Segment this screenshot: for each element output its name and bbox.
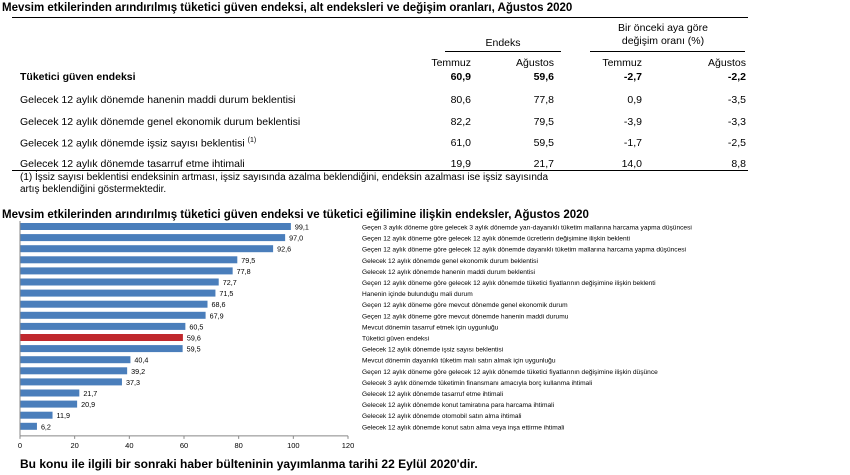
table-cell-aug-change: -3,3 [727, 116, 746, 128]
x-tick-label: 0 [17, 440, 23, 450]
category-label: Hanenin içinde bulunduğu mali durum [362, 291, 473, 299]
table-cell-jul: 80,6 [450, 94, 471, 106]
table-cell-jul: 60,9 [450, 71, 471, 83]
table-cell-aug: 59,5 [533, 137, 554, 149]
bar-highlight [20, 334, 183, 341]
table-cell-jul-change: -1,7 [623, 137, 642, 149]
category-label: Geçen 12 aylık döneme göre mevcut dönemde genel ekonomik durum [362, 302, 568, 310]
bar [20, 423, 37, 430]
bar-value-label: 11,9 [56, 411, 70, 421]
table-cell-aug-change: -2,2 [727, 71, 746, 83]
bar [20, 223, 291, 230]
table-row-label [20, 137, 256, 150]
table-cell-aug-change: 8,8 [731, 158, 746, 170]
col-header-jul-change: Temmuz [602, 57, 642, 69]
x-tick-label: 20 [70, 440, 79, 450]
chart-title: Mevsim etkilerinden arındırılmış tüketici güven endeksi ve tüketici eğilimine ilişkin endeksler, Ağustos 2020 [2, 209, 589, 221]
bar [20, 390, 79, 397]
bar-value-label: 97,0 [289, 233, 304, 243]
category-label: Geçen 12 aylık döneme göre gelecek 12 aylık dönemde ücretlerin değişimine ilişkin beklenti [362, 235, 630, 243]
category-label: Gelecek 12 aylık dönemde konut satın alma veya inşa ettirme ihtimali [362, 424, 565, 432]
bar-value-label: 60,5 [189, 322, 204, 332]
table-cell-jul-change: 14,0 [621, 158, 642, 170]
header-change-line1: Bir önceki aya göre [618, 22, 708, 34]
header-change-underline [590, 51, 745, 52]
x-tick-label: 80 [234, 440, 243, 450]
table-footnote-line2: artış beklendiğini göstermektedir. [20, 184, 167, 195]
bar-value-label: 92,6 [277, 244, 292, 254]
bar-value-label: 71,5 [219, 289, 234, 299]
category-label: Gelecek 12 aylık dönemde konut tamiratına para harcama ihtimali [362, 402, 555, 410]
x-tick-label: 40 [125, 440, 134, 450]
x-tick-label: 60 [179, 440, 189, 450]
bar-value-label: 37,3 [125, 377, 140, 387]
bar [20, 312, 206, 319]
bar [20, 356, 130, 363]
bar-chart [0, 220, 850, 450]
table-row-label: Gelecek 12 aylık dönemde tasarruf etme ihtimali [20, 158, 245, 170]
table-row-label: Gelecek 12 aylık dönemde hanenin maddi durum beklentisi [20, 94, 296, 106]
bar-value-label: 79,5 [241, 255, 256, 265]
category-label: Gelecek 12 aylık dönemde genel ekonomik durum beklentisi [362, 257, 538, 265]
footnote-marker: (1) [247, 137, 257, 144]
bar-value-label: 59,5 [186, 344, 201, 354]
header-change-line2: değişim oranı (%) [621, 35, 705, 47]
bar [20, 301, 208, 308]
bar-value-label: 21,7 [83, 389, 98, 398]
col-header-aug: Ağustos [516, 57, 554, 69]
bar [20, 245, 273, 252]
bar [20, 345, 183, 352]
category-label: Mevcut dönemin dayanıklı tüketim malı satın almak için uygunluğu [362, 357, 556, 365]
category-label: Geçen 3 aylık döneme göre gelecek 3 aylık dönemde yarı-dayanıklı tüketim mallarına harcama yapma düşüncesi [362, 224, 692, 232]
category-label: Gelecek 3 aylık dönemde tüketimin finansmanı amacıyla borç kullanma ihtimali [362, 379, 593, 387]
header-index-underline [445, 51, 561, 52]
category-label: Geçen 12 aylık döneme göre mevcut dönemde hanenin maddi durumu [362, 313, 569, 321]
bar [20, 412, 53, 419]
table-cell-jul-change: -3,9 [623, 116, 642, 128]
category-label: Geçen 12 aylık döneme göre gelecek 12 aylık dönemde tüketici fiyatlarının değişimine ilişkin düşünce [362, 368, 658, 376]
bar-value-label: 39,2 [131, 366, 146, 376]
bar-value-label: 59,6 [186, 333, 201, 343]
category-label: Geçen 12 aylık döneme göre gelecek 12 aylık dönemde dayanıklı tüketim mallarına harcama yapma düşüncesi [362, 246, 687, 254]
table-cell-aug: 59,6 [533, 71, 554, 83]
table-cell-aug: 21,7 [533, 158, 554, 170]
bar-value-label: 67,9 [209, 311, 224, 321]
bar [20, 279, 219, 286]
bar-series [20, 223, 309, 432]
table-row-label: Gelecek 12 aylık dönemde genel ekonomik durum beklentisi [20, 116, 301, 128]
bar [20, 367, 127, 374]
col-header-aug-change: Ağustos [708, 57, 746, 69]
header-index-group: Endeks [485, 37, 521, 49]
category-label: Gelecek 12 aylık dönemde tasarruf etme ihtimali [362, 391, 504, 398]
category-label: Mevcut dönemin tasarruf etmek için uygunluğu [362, 324, 499, 332]
bar-value-label: 72,7 [222, 278, 237, 287]
category-label: Gelecek 12 aylık dönemde işsiz sayısı beklentisi [362, 346, 504, 354]
bar [20, 267, 233, 274]
table-footnote-line1: (1) İşsiz sayısı beklentisi endeksinin artması, işsiz sayısında azalma beklendiğini, endeksin azalması ise işsiz sayısında [20, 172, 549, 183]
x-tick-label: 120 [341, 440, 355, 450]
bar-value-label: 20,9 [81, 400, 96, 410]
x-tick-label: 100 [287, 440, 300, 450]
bar [20, 323, 185, 330]
table-cell-aug: 77,8 [533, 94, 554, 106]
bar [20, 234, 285, 241]
bar [20, 401, 77, 408]
category-label: Tüketici güven endeksi [362, 335, 430, 343]
category-label: Gelecek 12 aylık dönemde hanenin maddi durum beklentisi [362, 268, 536, 276]
col-header-jul: Temmuz [431, 57, 471, 69]
table-bottom-rule [12, 170, 748, 171]
next-bulletin-note: Bu konu ile ilgili bir sonraki haber bülteninin yayımlanma tarihi 22 Eylül 2020'dir. [20, 457, 478, 471]
bar [20, 290, 215, 297]
bar [20, 378, 122, 385]
table-title: Mevsim etkilerinden arındırılmış tüketici güven endeksi, alt endeksleri ve değişim oranları, Ağustos 2020 [2, 2, 573, 14]
category-label: Gelecek 12 aylık dönemde otomobil satın alma ihtimali [362, 413, 522, 421]
bar [20, 256, 237, 263]
table-cell-jul-change: 0,9 [627, 94, 642, 106]
bar-value-label: 6,2 [40, 422, 51, 432]
bar-value-label: 68,6 [211, 300, 226, 310]
table-cell-aug-change: -3,5 [727, 94, 746, 106]
category-label: Geçen 12 aylık döneme göre gelecek 12 aylık dönemde tüketici fiyatlarının değişimine ilişkin beklenti [362, 280, 656, 287]
category-labels [362, 225, 692, 432]
table-cell-jul-change: -2,7 [623, 71, 642, 83]
table-cell-jul: 82,2 [450, 116, 471, 128]
bar-value-label: 99,1 [294, 222, 309, 232]
table-row-label-text: Gelecek 12 aylık dönemde işsiz sayısı beklentisi [20, 137, 245, 150]
bar-value-label: 40,4 [134, 355, 149, 365]
table-cell-jul: 61,0 [450, 137, 471, 149]
table-cell-aug-change: -2,5 [727, 137, 746, 149]
bar-value-label: 77,8 [236, 266, 251, 276]
table-cell-aug: 79,5 [533, 116, 554, 128]
table-cell-jul: 19,9 [450, 158, 471, 170]
table-top-rule [12, 17, 748, 18]
table-row-label: Tüketici güven endeksi [20, 71, 136, 83]
